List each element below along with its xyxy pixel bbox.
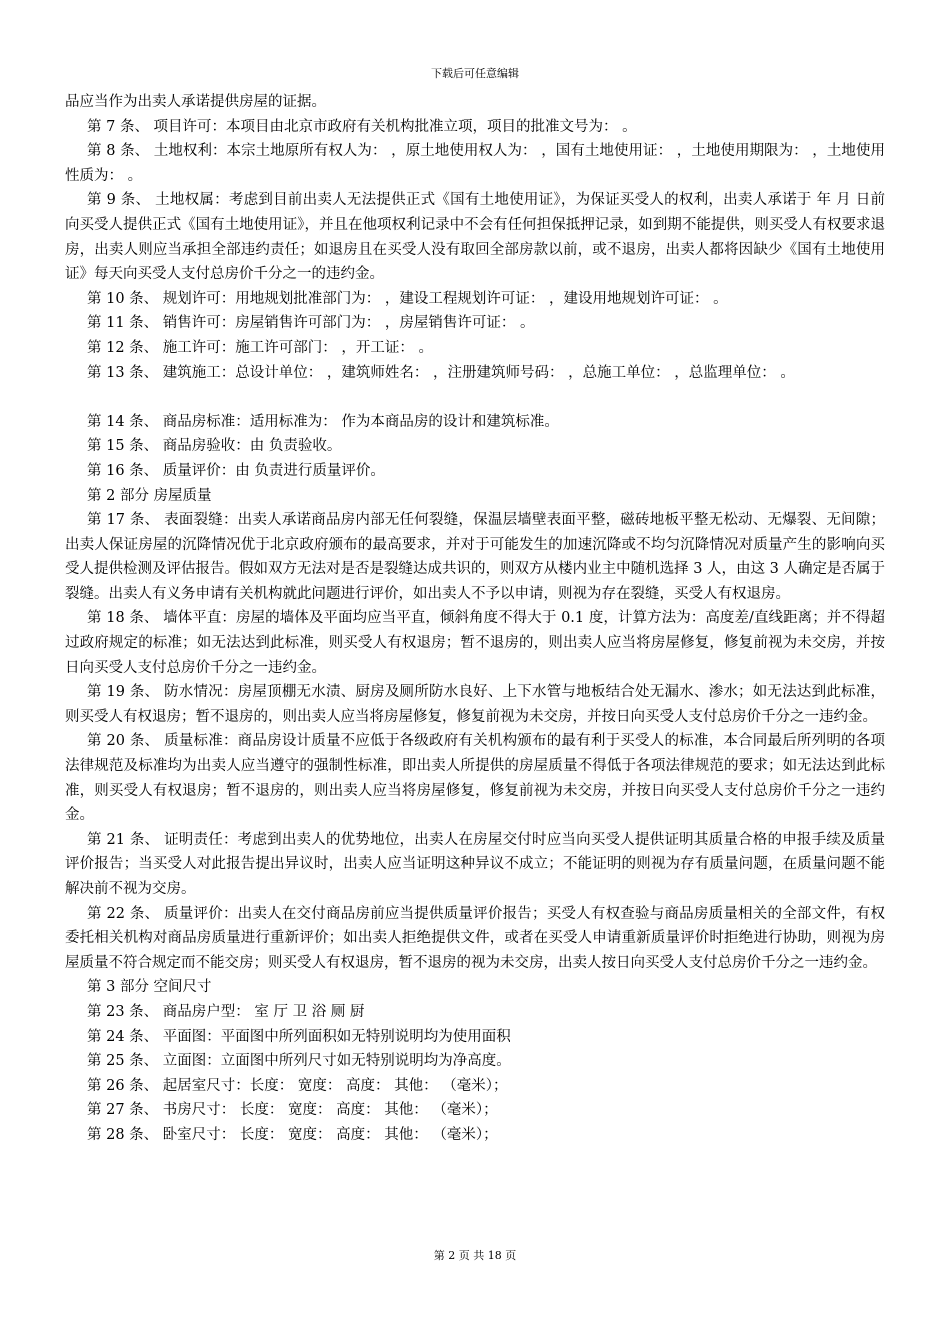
article-26: 第 26 条、 起居室尺寸：长度： 宽度： 高度： 其他： （毫米）； <box>87 1077 508 1094</box>
article-19: 第 19 条、 防水情况：房屋顶棚无水渍、厨房及厕所防水良好、上下水管与地板结合处无漏水、渗水；如无法达到此标准，则买受人有权退房；暂不退房的，则出卖人应当将房屋修复，修复前视为未交房，并按日向买受人支付总房价千分之一违约金。 <box>65 684 885 725</box>
article-10: 第 10 条、 规划许可：用地规划批准部门为： ，建设工程规划许可证： ，建设用地规划许可证： 。 <box>87 290 728 307</box>
article-27: 第 27 条、 书房尺寸： 长度： 宽度： 高度： 其他： （毫米）； <box>87 1102 498 1119</box>
article-13: 第 13 条、 建筑施工：总设计单位： ，建筑师姓名： ，注册建筑师号码： ，总施工单位： ，总监理单位： 。 <box>87 364 795 381</box>
page-footer: 第 2 页 共 18 页 <box>433 1249 517 1262</box>
article-23: 第 23 条、 商品房户型： 室 厅 卫 浴 厕 厨 <box>87 1003 365 1020</box>
article-21: 第 21 条、 证明责任：考虑到出卖人的优势地位，出卖人在房屋交付时应当向买受人提供证明其质量合格的申报手续及质量评价报告；当买受人对此报告提出异议时，出卖人应当证明这种异议不成立；不能证明的则视为存有质量问题，在质量问题不能解决前不视为交房。 <box>65 831 885 897</box>
article-28: 第 28 条、 卧室尺寸： 长度： 宽度： 高度： 其他： （毫米）； <box>87 1126 498 1143</box>
document-body <box>65 90 885 1148</box>
article-8: 第 8 条、 土地权利：本宗土地原所有权人为： ，原土地使用权人为： ，国有土地使用证： ，土地使用期限为： ，土地使用性质为： 。 <box>65 143 885 184</box>
article-9: 第 9 条、 土地权属：考虑到目前出卖人无法提供正式《国有土地使用证》，为保证买受人的权利，出卖人承诺于 年 月 日前向买受人提供正式《国有土地使用证》，并且在他项权利记录中不会有任何担保抵押记录，如到期不能提供，则买受人有权要求退房，出卖人则应当承担全部违约责任；如退房且在买受人没有取回全部房款以前，或不退房，出卖人都将因缺少《国有土地使用证》每天向买受人支付总房价千分之一的违约金。 <box>65 192 885 283</box>
blank-line <box>65 385 885 410</box>
article-25: 第 25 条、 立面图：立面图中所列尺寸如无特别说明均为净高度。 <box>87 1053 511 1070</box>
article-14: 第 14 条、 商品房标准：适用标准为： 作为本商品房的设计和建筑标准。 <box>87 413 559 430</box>
page-header: 下载后可任意编辑 <box>431 67 519 80</box>
section-heading-part-2: 第 2 部分 房屋质量 <box>87 487 212 504</box>
article-11: 第 11 条、 销售许可：房屋销售许可部门为： ，房屋销售许可证： 。 <box>87 315 535 332</box>
article-16: 第 16 条、 质量评价：由 负责进行质量评价。 <box>87 462 385 479</box>
article-18: 第 18 条、 墙体平直：房屋的墙体及平面均应当平直，倾斜角度不得大于 0.1 度，计算方法为：高度差/直线距离；并不得超过政府规定的标准；如无法达到此标准，则买受人有权退房；暂不退房的，则出卖人应当将房屋修复，修复前视为未交房，并按日向买受人支付总房价千分之一违约金。 <box>65 610 885 676</box>
article-20: 第 20 条、 质量标准：商品房设计质量不应低于各级政府有关机构颁布的最有利于买受人的标准，本合同最后所列明的各项法律规范及标准均为出卖人应当遵守的强制性标准，即出卖人所提供的房屋质量不得低于各项法律规范的要求；如无法达到此标准，则买受人有权退房；暂不退房的，则出卖人应当将房屋修复，修复前视为未交房，并按日向买受人支付总房价千分之一违约金。 <box>65 733 885 824</box>
article-17: 第 17 条、 表面裂缝：出卖人承诺商品房内部无任何裂缝，保温层墙壁表面平整，磁砖地板平整无松动、无爆裂、无间隙；出卖人保证房屋的沉降情况优于北京政府颁布的最高要求，并对于可能发生的加速沉降或不均匀沉降情况对质量产生的影响向买受人提供检测及评估报告。假如双方无法对是否是裂缝达成共识的，则双方从楼内业主中随机选择 3 人，由这 3 人确定是否属于裂缝。出卖人有义务申请有关机构就此问题进行评价，如出卖人不予以申请，则视为存在裂缝，买受人有权退房。 <box>65 512 885 602</box>
article-15: 第 15 条、 商品房验收：由 负责验收。 <box>87 438 342 455</box>
article-12: 第 12 条、 施工许可：施工许可部门： ，开工证： 。 <box>87 339 433 356</box>
paragraph-continuation: 品应当作为出卖人承诺提供房屋的证据。 <box>65 94 326 110</box>
article-24: 第 24 条、 平面图：平面图中所列面积如无特别说明均为使用面积 <box>87 1028 511 1045</box>
article-7: 第 7 条、 项目许可：本项目由北京市政府有关机构批准立项，项目的批准文号为： 。 <box>87 118 637 135</box>
section-heading-part-3: 第 3 部分 空间尺寸 <box>87 979 212 996</box>
article-22: 第 22 条、 质量评价：出卖人在交付商品房前应当提供质量评价报告；买受人有权查验与商品房质量相关的全部文件，有权委托相关机构对商品房质量进行重新评价；如出卖人拒绝提供文件，或者在买受人申请重新质量评价时拒绝进行协助，则视为房屋质量不符合规定而不能交房；则买受人有权退房，暂不退房的视为未交房，出卖人按日向买受人支付总房价千分之一违约金。 <box>65 905 885 971</box>
